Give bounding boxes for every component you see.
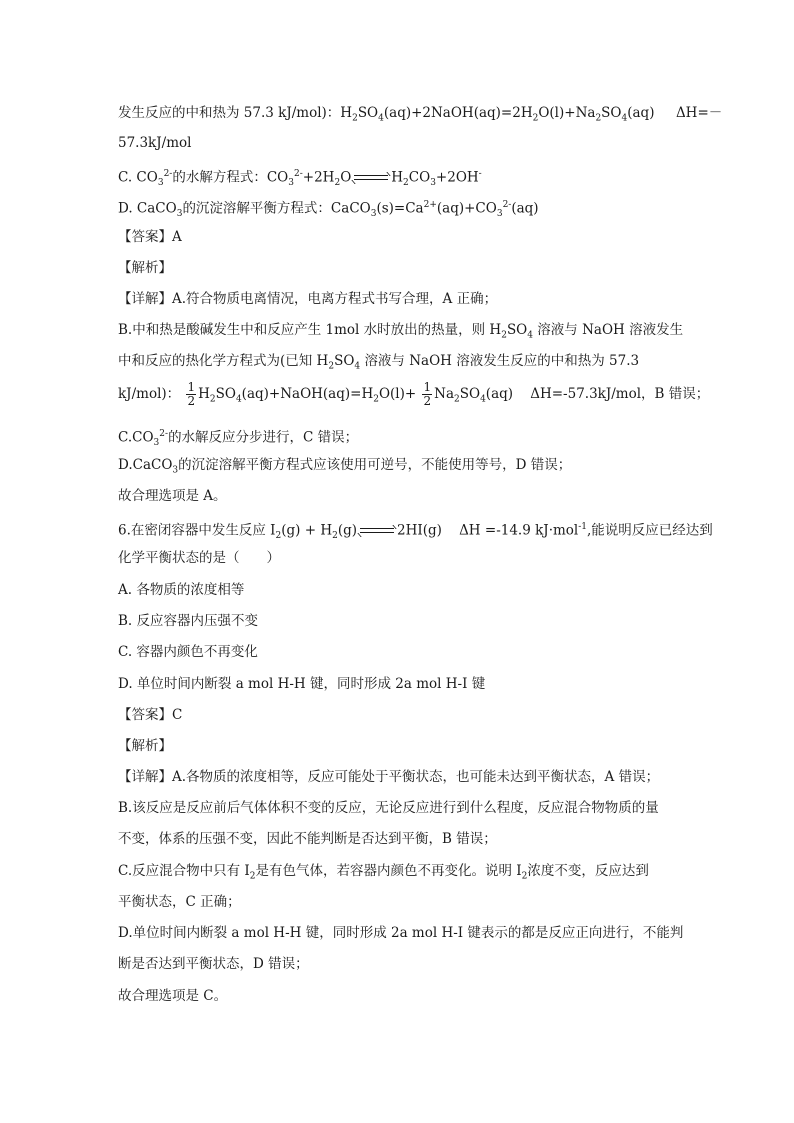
text-line: 【详解】A.符合物质电离情况，电离方程式书写合理，A 正确； — [118, 291, 498, 307]
reversible-arrow-icon — [360, 527, 394, 535]
text-line: D. CaCO$_3$的沉淀溶解平衡方程式：$CaCO_3(s)=Ca^{2+}(aq)+CO_3^{2-}(aq)$ — [118, 200, 539, 220]
text-line: B.该反应是反应前后气体体积不变的反应，无论反应进行到什么程度，反应混合物物质的量 — [118, 800, 659, 816]
text-line: 故合理选项是 C。 — [118, 988, 228, 1004]
answer-label: 【答案】C — [118, 707, 183, 723]
text-line: 平衡状态，C 正确； — [118, 894, 241, 910]
text-line: B.中和热是酸碱发生中和反应产生 1mol 水时放出的热量，则 $H_2SO_4$ 溶液与 NaOH 溶液发生 — [118, 322, 684, 341]
text-line: 故合理选项是 A。 — [118, 488, 227, 504]
text-line: 不变，体系的压强不变，因此不能判断是否达到平衡，B 错误； — [118, 831, 497, 847]
fraction-half: $\frac{1}{2}$ — [423, 380, 432, 408]
option-b: B. 反应容器内压强不变 — [118, 613, 259, 629]
equation-line: kJ/mol)： $\frac{1}{2}$ $H_2SO_4(aq)+NaOH(aq)=H_2O(l)+$ $\frac{1}{2}$ $Na_2SO_4(aq)$ ΔH=-57.3kJ/mol，B 错误； — [118, 380, 710, 408]
fraction-half: $\frac{1}{2}$ — [187, 380, 196, 408]
option-c: C. 容器内颜色不再变化 — [118, 644, 258, 660]
text-line: C.反应混合物中只有 $I_2$是有色气体，若容器内颜色不再变化。说明 $I_2$浓度不变，反应达到 — [118, 863, 649, 882]
text-line: D.CaCO$_3$的沉淀溶解平衡方程式应该使用可逆号，不能使用等号，D 错误； — [118, 457, 572, 476]
option-d: D. 单位时间内断裂 a mol H-H 键，同时形成 2a mol H-I 键 — [118, 676, 486, 692]
answer-label: 【答案】A — [118, 229, 182, 245]
text-line: 中和反应的热化学方程式为(已知 $H_2SO_4$ 溶液与 NaOH 溶液发生反应的中和热为 57.3 — [118, 353, 640, 372]
option-a: A. 各物质的浓度相等 — [118, 582, 245, 598]
text-line: 发生反应的中和热为 57.3 kJ/mol)：$H_2SO_4(aq)+2NaOH(aq)=2H_2O(l)+Na_2SO_4(aq)$ ΔH=－ — [118, 105, 723, 124]
text-line: 57.3kJ/mol — [118, 135, 192, 151]
text-line: 【详解】A.各物质的浓度相等，反应可能处于平衡状态，也可能未达到平衡状态，A 错误； — [118, 769, 660, 785]
text-line: D.单位时间内断裂 a mol H-H 键，同时形成 2a mol H-I 键表示的都是反应正向进行，不能判 — [118, 925, 684, 941]
text-line: 断是否达到平衡状态，D 错误； — [118, 956, 309, 972]
analysis-label: 【解析】 — [118, 738, 172, 754]
analysis-label: 【解析】 — [118, 260, 172, 276]
text-line: C. $CO_3^{2-}$的水解方程式：$CO_3^{2-}+2H_2O$ $H_2CO_3+2OH^-$ — [118, 169, 482, 189]
question-line: 化学平衡状态的是（ ） — [118, 550, 280, 566]
text-line: $C.CO_3^{2-}$的水解反应分步进行，C 错误； — [118, 429, 359, 449]
reversible-arrow-icon — [354, 174, 388, 182]
question-line: 6.在密闭容器中发生反应 $I_2(g) + H_2(g)$ 2HI(g) ΔH =-14.9 kJ·mol$^{-1}$,能说明反应已经达到 — [118, 522, 713, 542]
